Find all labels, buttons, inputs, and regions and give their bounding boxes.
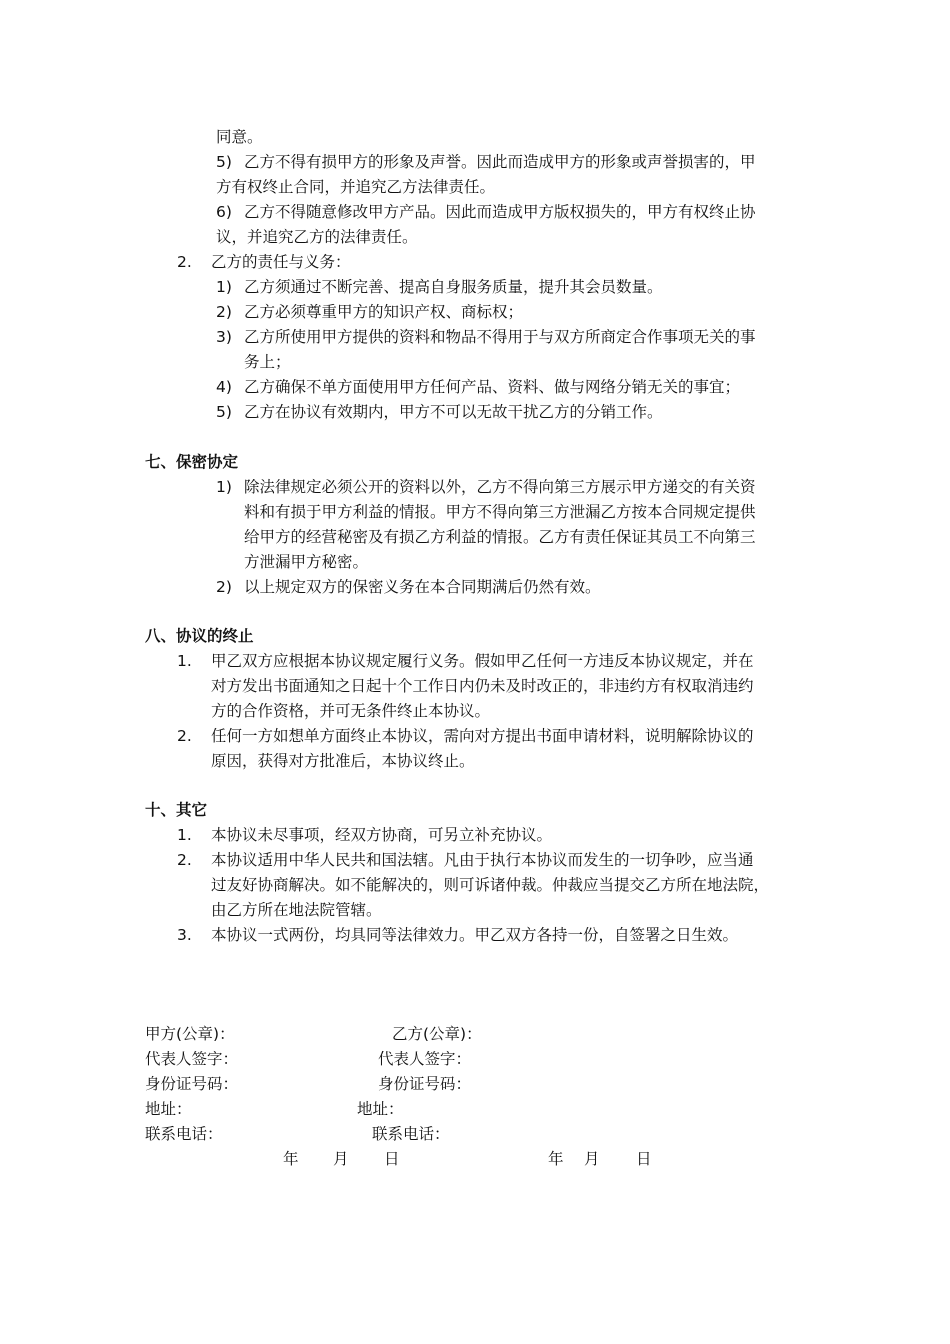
clause-text-line: 对方发出书面通知之日起十个工作日内仍未及时改正的，非违约方有权取消违约 bbox=[211, 677, 754, 695]
party-b-date-year: 年 bbox=[548, 1150, 564, 1168]
item-text-line: 乙方确保不单方面使用甲方任何产品、资料、做与网络分销无关的事宜； bbox=[244, 378, 741, 396]
clause-text-line: 本协议一式两份，均具同等法律效力。甲乙双方各持一份，自签署之日生效。 bbox=[211, 926, 739, 944]
item-number: 6) bbox=[216, 203, 232, 221]
section-heading: 七、保密协定 bbox=[145, 453, 239, 471]
item-text-line: 乙方不得随意修改甲方产品。因此而造成甲方版权损失的，甲方有权终止协 bbox=[244, 203, 756, 221]
item-number: 3) bbox=[216, 328, 232, 346]
continued-text-line: 同意。 bbox=[216, 128, 263, 146]
item-text-line: 乙方在协议有效期内，甲方不可以无故干扰乙方的分销工作。 bbox=[244, 403, 663, 421]
item-text-line: 给甲方的经营秘密及有损乙方利益的情报。乙方有责任保证其员工不向第三 bbox=[244, 528, 756, 546]
clause-text-line: 由乙方所在地法院管辖。 bbox=[211, 901, 382, 919]
clause-text-line: 本协议适用中华人民共和国法辖。凡由于执行本协议而发生的一切争吵，应当通 bbox=[211, 851, 754, 869]
item-number: 5) bbox=[216, 403, 232, 421]
item-number: 1) bbox=[216, 478, 232, 496]
party-b-seal-label: 乙方(公章)： bbox=[392, 1025, 482, 1043]
item-text-line: 料和有损于甲方利益的情报。甲方不得向第三方泄漏乙方按本合同规定提供 bbox=[244, 503, 756, 521]
item-number: 1) bbox=[216, 278, 232, 296]
party-a-id-label: 身份证号码： bbox=[145, 1075, 239, 1093]
party-a-date-month: 月 bbox=[333, 1150, 349, 1168]
clause-number: 3. bbox=[177, 926, 192, 944]
clause-number: 2. bbox=[177, 253, 192, 271]
item-text-line: 方有权终止合同，并追究乙方法律责任。 bbox=[216, 178, 496, 196]
party-a-date-day: 日 bbox=[384, 1150, 400, 1168]
item-text-line: 议，并追究乙方的法律责任。 bbox=[216, 228, 418, 246]
section-heading: 八、协议的终止 bbox=[145, 627, 254, 645]
item-text-line: 乙方必须尊重甲方的知识产权、商标权； bbox=[244, 303, 524, 321]
clause-text-line: 甲乙双方应根据本协议规定履行义务。假如甲乙任何一方违反本协议规定，并在 bbox=[211, 652, 754, 670]
party-b-address-label: 地址： bbox=[357, 1100, 404, 1118]
clause-text-line: 任何一方如想单方面终止本协议，需向对方提出书面申请材料，说明解除协议的 bbox=[211, 727, 754, 745]
clause-number: 2. bbox=[177, 727, 192, 745]
item-text-line: 乙方所使用甲方提供的资料和物品不得用于与双方所商定合作事项无关的事 bbox=[244, 328, 756, 346]
party-b-id-label: 身份证号码： bbox=[378, 1075, 472, 1093]
item-number: 2) bbox=[216, 578, 232, 596]
party-a-seal-label: 甲方(公章)： bbox=[145, 1025, 235, 1043]
item-text-line: 除法律规定必须公开的资料以外，乙方不得向第三方展示甲方递交的有关资 bbox=[244, 478, 756, 496]
clause-text-line: 原因，获得对方批准后，本协议终止。 bbox=[211, 752, 475, 770]
item-text-line: 方泄漏甲方秘密。 bbox=[244, 553, 369, 571]
clause-text-line: 本协议未尽事项，经双方协商，可另立补充协议。 bbox=[211, 826, 553, 844]
clause-number: 1. bbox=[177, 826, 192, 844]
party-a-phone-label: 联系电话： bbox=[145, 1125, 223, 1143]
party-b-date-day: 日 bbox=[636, 1150, 652, 1168]
item-text-line: 乙方不得有损甲方的形象及声誉。因此而造成甲方的形象或声誉损害的，甲 bbox=[244, 153, 756, 171]
party-a-date-year: 年 bbox=[283, 1150, 299, 1168]
item-text-line: 以上规定双方的保密义务在本合同期满后仍然有效。 bbox=[244, 578, 601, 596]
clause-title: 乙方的责任与义务： bbox=[211, 253, 351, 271]
section-heading: 十、其它 bbox=[145, 801, 208, 819]
clause-text-line: 过友好协商解决。如不能解决的，则可诉诸仲裁。仲裁应当提交乙方所在地法院， bbox=[211, 876, 770, 894]
item-number: 4) bbox=[216, 378, 232, 396]
clause-number: 2. bbox=[177, 851, 192, 869]
party-b-date-month: 月 bbox=[584, 1150, 600, 1168]
party-b-phone-label: 联系电话： bbox=[372, 1125, 450, 1143]
item-text-line: 乙方须通过不断完善、提高自身服务质量，提升其会员数量。 bbox=[244, 278, 663, 296]
clause-text-line: 方的合作资格，并可无条件终止本协议。 bbox=[211, 702, 491, 720]
item-text-line: 务上； bbox=[244, 353, 291, 371]
item-number: 5) bbox=[216, 153, 232, 171]
clause-number: 1. bbox=[177, 652, 192, 670]
party-a-rep-label: 代表人签字： bbox=[145, 1050, 239, 1068]
party-a-address-label: 地址： bbox=[145, 1100, 192, 1118]
item-number: 2) bbox=[216, 303, 232, 321]
party-b-rep-label: 代表人签字： bbox=[378, 1050, 472, 1068]
